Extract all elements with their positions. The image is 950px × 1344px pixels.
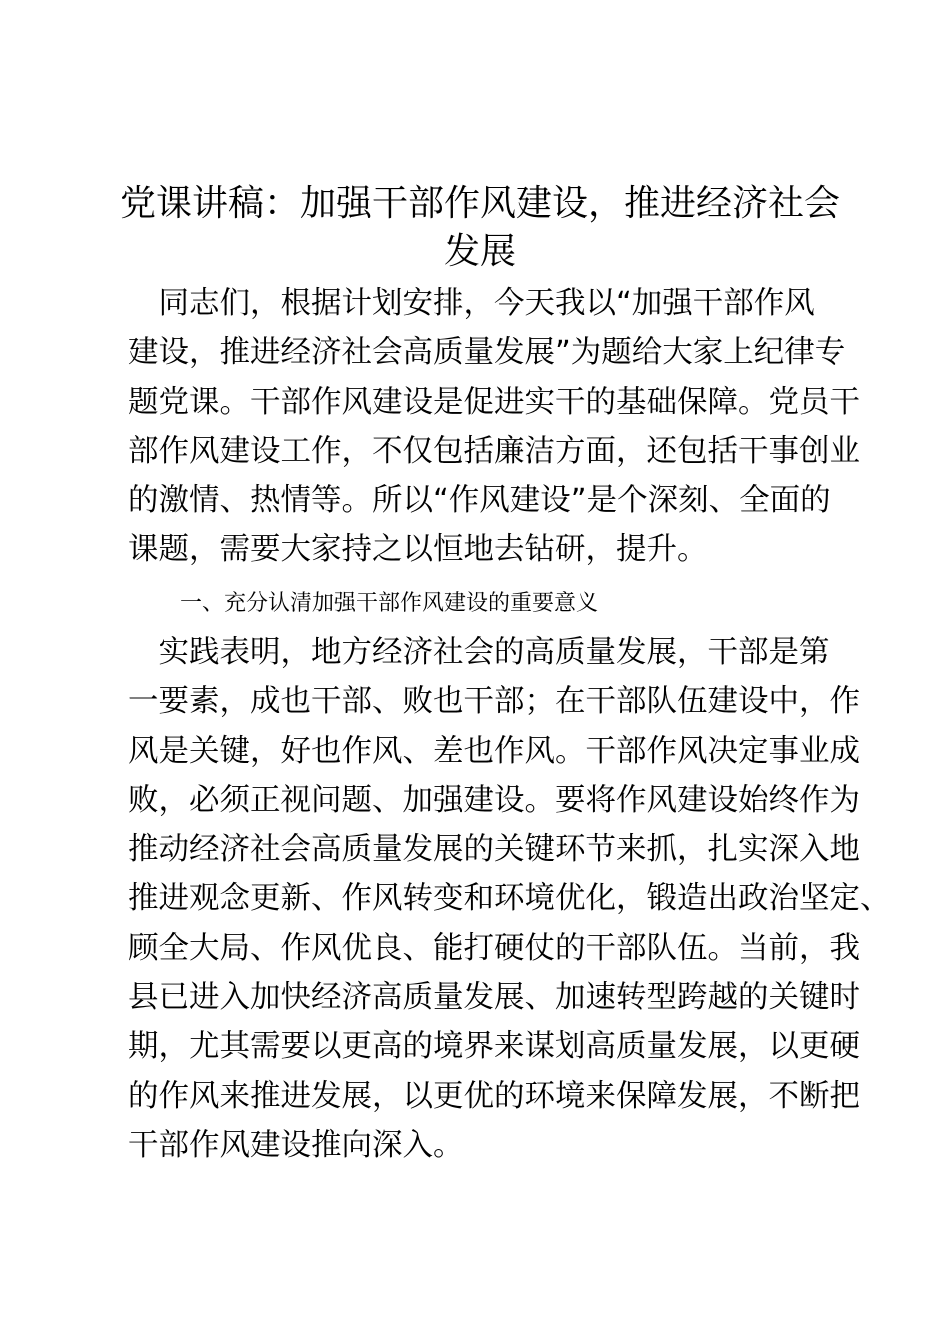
paragraph-intro [128,279,860,575]
paragraph-line: 败，必须正视问题、加强建设。要将作风建设始终作为 [128,782,860,818]
paragraph-line: 期，尤其需要以更高的境界来谋划高质量发展，以更硬 [128,1029,860,1065]
paragraph-line: 风是关键，好也作风、差也作风。干部作风决定事业成 [128,733,860,769]
paragraph-line: 课题，需要大家持之以恒地去钻研，提升。 [128,532,708,568]
paragraph-line: 干部作风建设推向深入。 [128,1127,464,1163]
section-heading-1: 一、充分认清加强干部作风建设的重要意义 [180,591,599,616]
document-title-line-2: 发展 [443,231,516,272]
paragraph-line: 的激情、热情等。所以“作风建设”是个深刻、全面的 [128,483,831,519]
paragraph-line: 的作风来推进发展，以更优的环境来保障发展，不断把 [128,1078,860,1114]
paragraph-line: 县已进入加快经济高质量发展、加速转型跨越的关键时 [128,980,860,1016]
paragraph-line: 顾全大局、作风优良、能打硬仗的干部队伍。当前，我 [128,930,860,966]
paragraph-line: 一要素，成也干部、败也干部；在干部队伍建设中，作 [128,684,860,720]
paragraph-line: 实践表明，地方经济社会的高质量发展，干部是第 [128,635,830,670]
paragraph-line: 推进观念更新、作风转变和环境优化，锻造出政治坚定、 [128,881,891,917]
paragraph-line: 部作风建设工作，不仅包括廉洁方面，还包括干事创业 [128,433,860,469]
paragraph-line: 题党课。干部作风建设是促进实干的基础保障。党员干 [128,384,860,420]
paragraph-section-1 [128,628,891,1170]
paragraph-line: 建设，推进经济社会高质量发展”为题给大家上纪律专 [128,335,846,371]
document-title-line-1: 党课讲稿：加强干部作风建设，推进经济社会 [119,183,840,224]
paragraph-line: 同志们，根据计划安排，今天我以“加强干部作风 [128,286,815,321]
paragraph-line: 推动经济社会高质量发展的关键环节来抓，扎实深入地 [128,832,860,868]
